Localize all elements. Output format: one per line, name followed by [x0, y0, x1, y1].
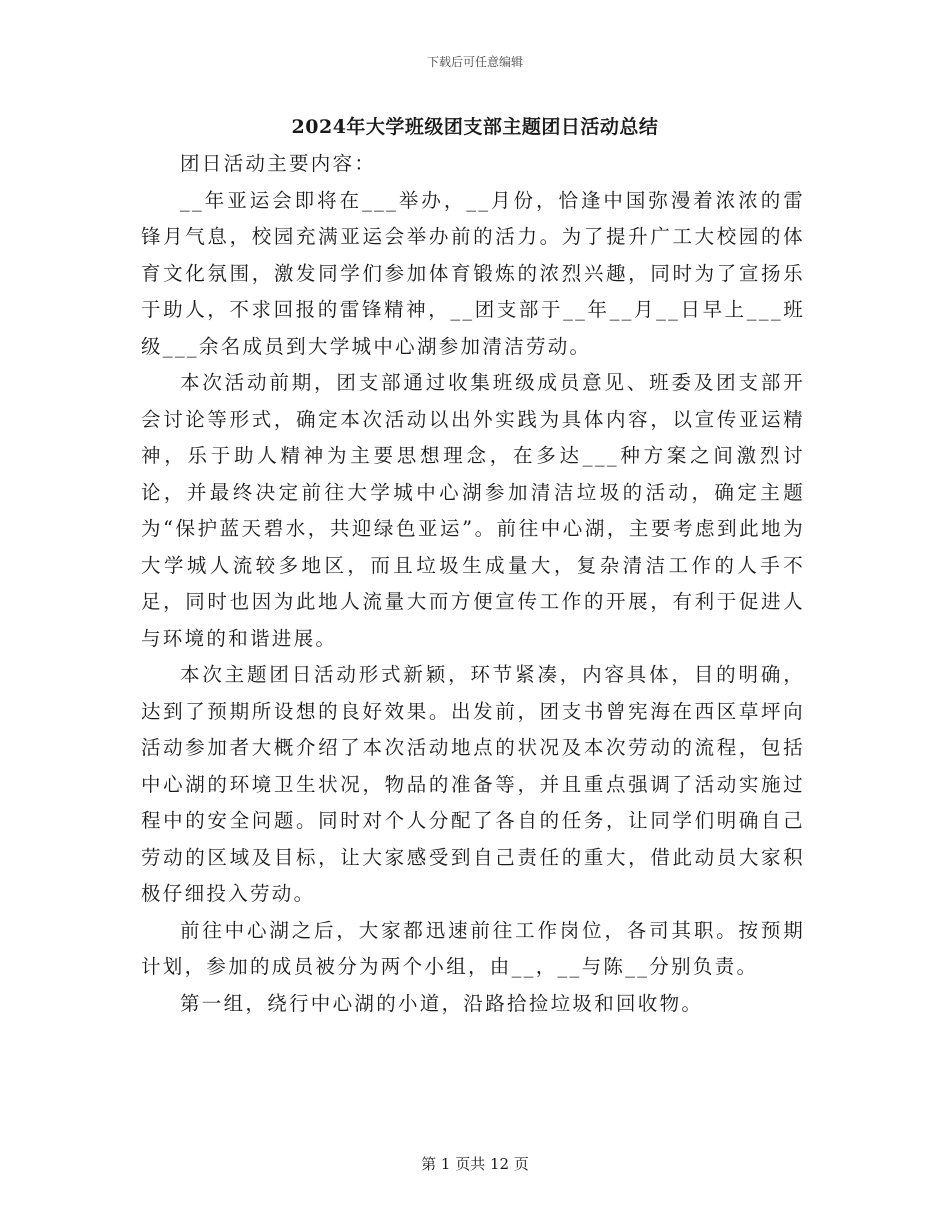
paragraph: 前往中心湖之后，大家都迅速前往工作岗位，各司其职。按预期计划，参加的成员被分为两个小组，由__，__与陈__分别负责。: [141, 918, 805, 978]
document-title: 2024年大学班级团支部主题团日活动总结: [291, 116, 659, 138]
paragraph: 团日活动主要内容：: [180, 152, 377, 175]
page-number-footer: 第 1 页共 12 页: [421, 1155, 529, 1173]
document-body: [141, 146, 805, 1022]
paragraph: 本次活动前期，团支部通过收集班级成员意见、班委及团支部开会讨论等形式，确定本次活动以出外实践为具体内容，以宣传亚运精神，乐于助人精神为主要思想理念，在多达___种方案之间激烈讨论，并最终决定前往大学城中心湖参加清洁垃圾的活动，确定主题为“保护蓝天碧水，共迎绿色亚运”。前往中心湖，主要考虑到此地为大学城人流较多地区，而且垃圾生成量大，复杂清洁工作的人手不足，同时也因为此地人流量大而方便宣传工作的开展，有利于促进人与环境的和谐进展。: [141, 371, 805, 650]
page-header-note: 下载后可任意编辑: [426, 55, 523, 69]
paragraph: __年亚运会即将在___举办，__月份，恰逢中国弥漫着浓浓的雷锋月气息，校园充满亚运会举办前的活力。为了提升广工大校园的体育文化氛围，激发同学们参加体育锻炼的浓烈兴趣，同时为了宣扬乐于助人，不求回报的雷锋精神，__团支部于__年__月__日早上___班级___余名成员到大学城中心湖参加清洁劳动。: [141, 188, 805, 358]
paragraph: 本次主题团日活动形式新颖，环节紧凑，内容具体，目的明确，达到了预期所设想的良好效果。出发前，团支书曾宪海在西区草坪向活动参加者大概介绍了本次活动地点的状况及本次劳动的流程，包括中心湖的环境卫生状况，物品的准备等，并且重点强调了活动实施过程中的安全问题。同时对个人分配了各自的任务，让同学们明确自己劳动的区域及目标，让大家感受到自己责任的重大，借此动员大家积极仔细投入劳动。: [141, 663, 805, 905]
paragraph: 第一组，绕行中心湖的小道，沿路拾捡垃圾和回收物。: [180, 991, 704, 1015]
